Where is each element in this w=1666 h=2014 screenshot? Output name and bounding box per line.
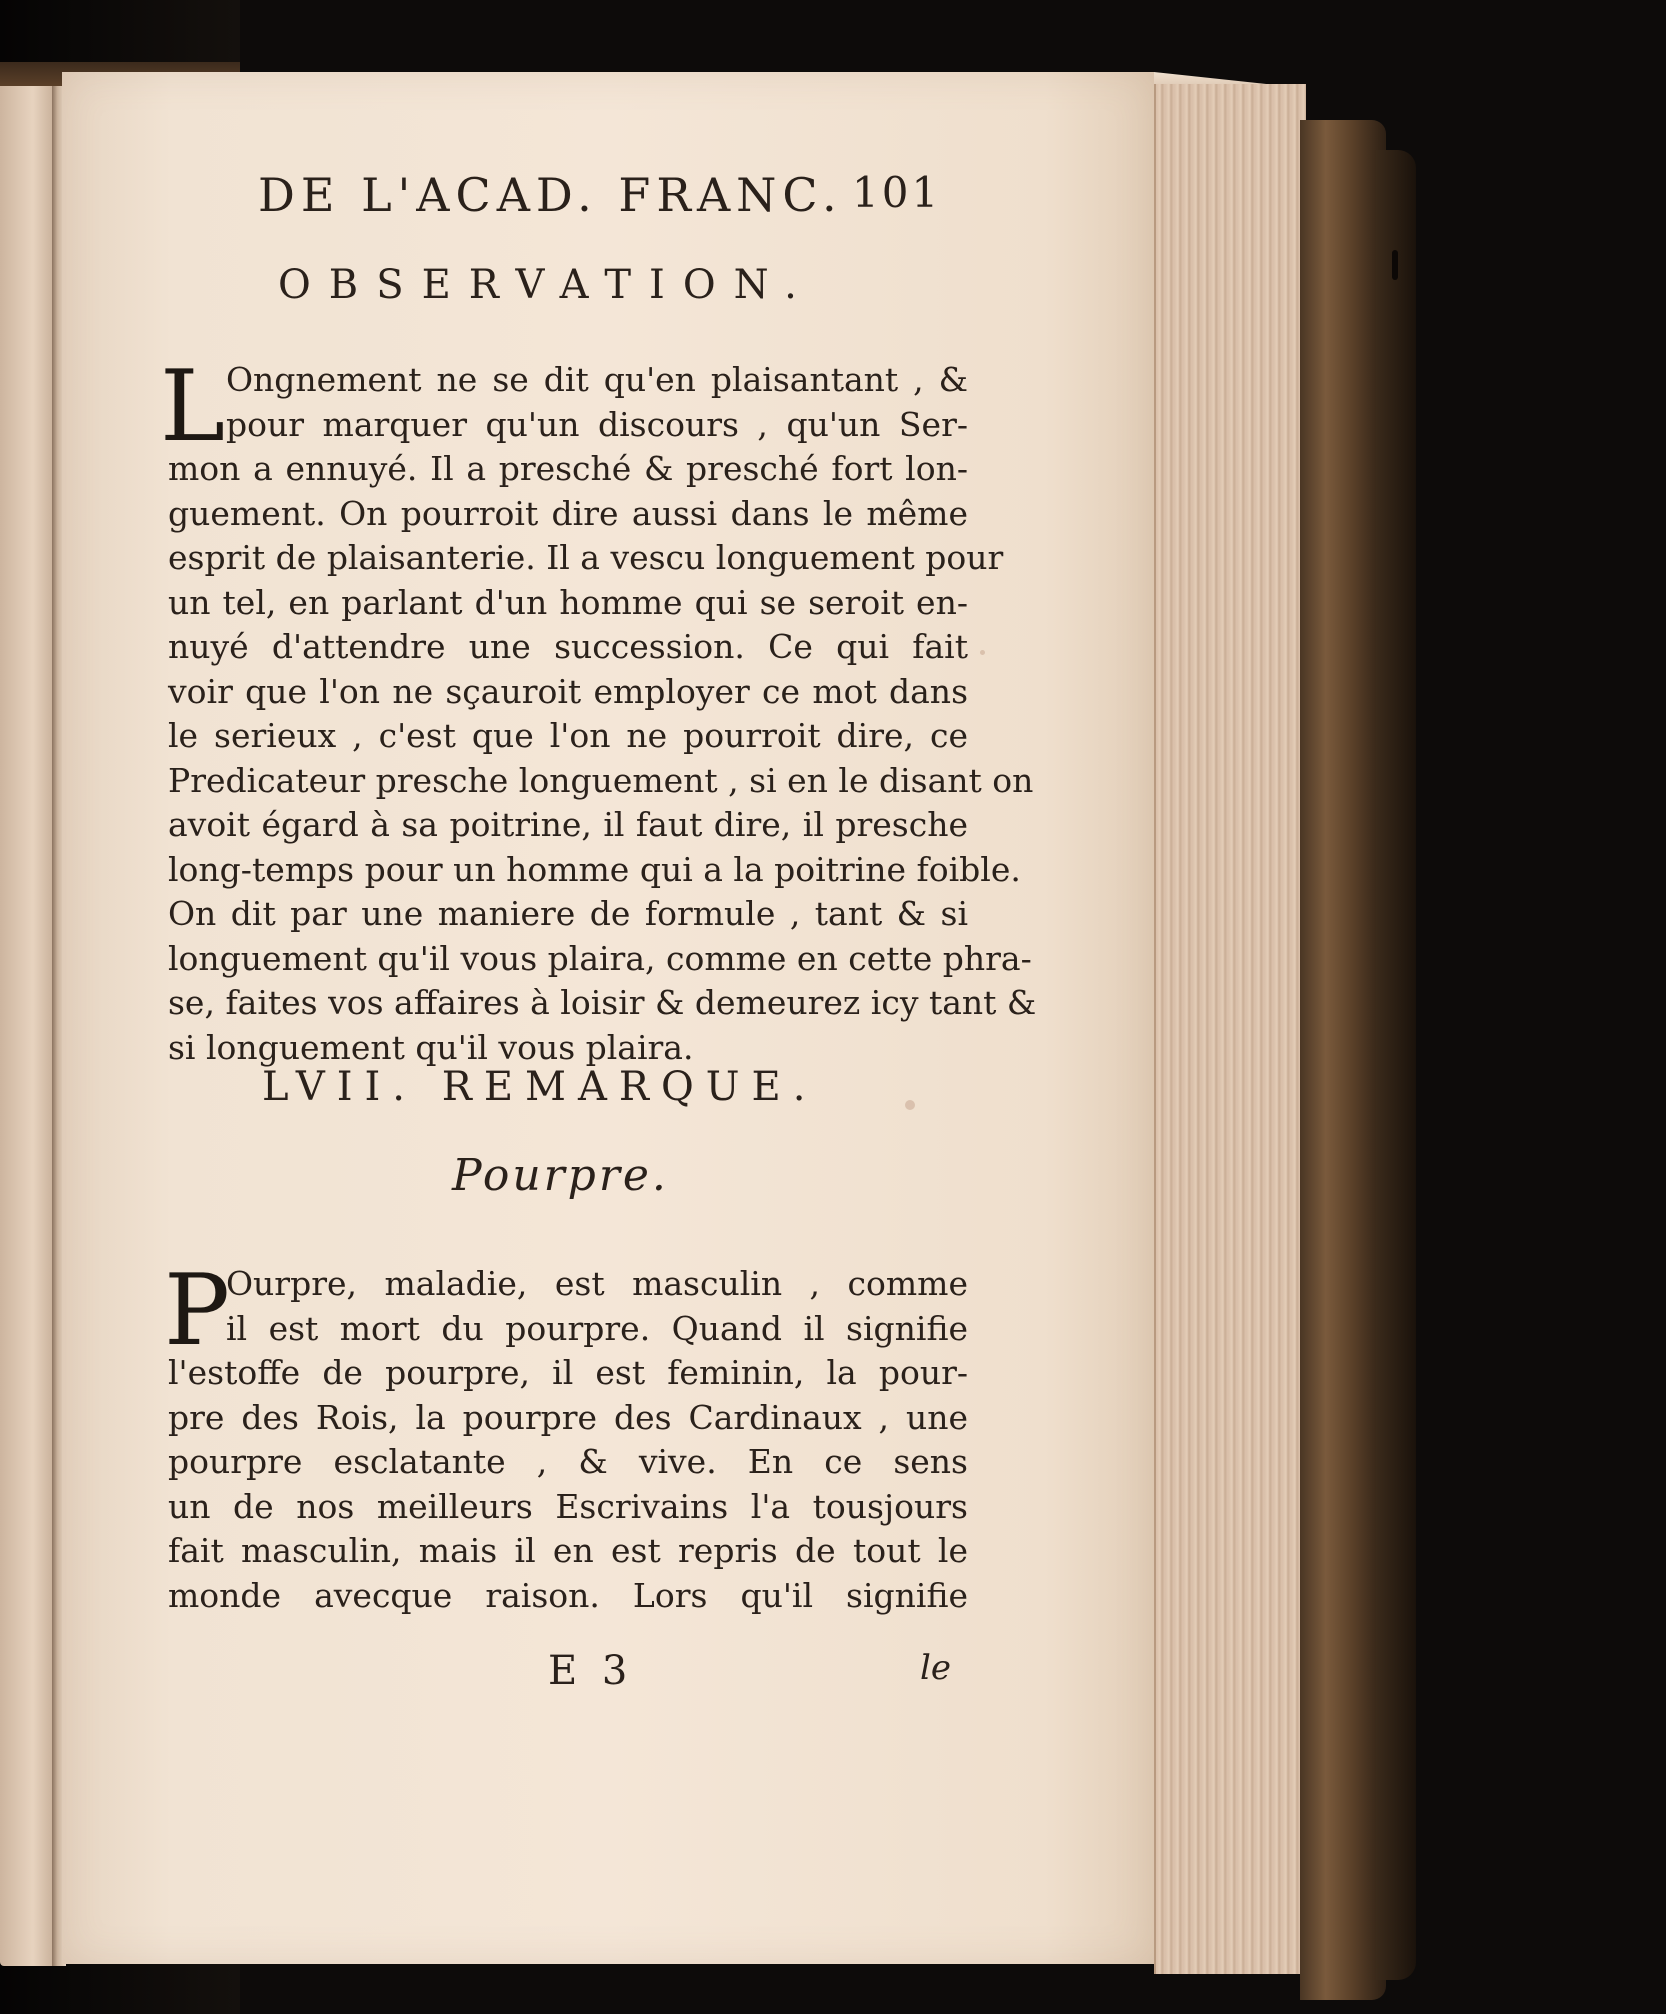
text-line: un de nos meilleurs Escrivains l'a tousjours xyxy=(168,1486,968,1526)
text-line: le serieux , c'est que l'on ne pourroit dire, ce xyxy=(168,716,968,755)
text-line: Predicateur presche longuement , si en le disant on xyxy=(168,760,1034,800)
running-head: DE L'ACAD. FRANC. xyxy=(258,168,843,222)
text-line: monde avecque raison. Lors qu'il signifie xyxy=(168,1575,968,1615)
observation-drop-cap: L xyxy=(160,350,226,464)
text-line: mon a ennuyé. Il a presché & presché fort lon- xyxy=(168,449,968,488)
text-line: nuyé d'attendre une succession. Ce qui fait xyxy=(168,627,968,666)
text-line: voir que l'on ne sçauroit employer ce mot dans xyxy=(168,671,968,711)
text-line: Ongnement ne se dit qu'en plaisantant , & xyxy=(226,360,968,399)
text-line: si longuement qu'il vous plaira. xyxy=(168,1027,694,1067)
text-line: On dit par une maniere de formule , tant & si xyxy=(168,894,968,933)
remarque-drop-cap: P xyxy=(164,1254,230,1368)
text-line: il est mort du pourpre. Quand il signifie xyxy=(226,1308,968,1348)
spine-mark xyxy=(1392,250,1398,280)
left-facing-page xyxy=(0,86,60,1966)
text-line: pour marquer qu'un discours , qu'un Ser- xyxy=(226,404,968,444)
book-spine xyxy=(1300,120,1386,2000)
remarque-text xyxy=(168,1262,968,1618)
observation-heading: OBSERVATION. xyxy=(278,262,815,308)
catchword: le xyxy=(920,1648,951,1688)
text-line: esprit de plaisanterie. Il a vescu longuement pour xyxy=(168,538,1004,577)
text-line: se, faites vos affaires à loisir & demeurez icy tant & xyxy=(168,983,1037,1022)
remarque-subheading: Pourpre. xyxy=(452,1150,669,1201)
text-line: un tel, en parlant d'un homme qui se seroit en- xyxy=(168,582,968,622)
page-number: 101 xyxy=(852,168,942,217)
text-line: longuement qu'il vous plaira, comme en cette phra- xyxy=(168,938,1032,978)
text-line: fait masculin, mais il en est repris de tout le xyxy=(168,1531,968,1570)
text-line: avoit égard à sa poitrine, il faut dire, il presche xyxy=(168,805,968,844)
text-line: Ourpre, maladie, est masculin , comme xyxy=(226,1264,968,1303)
text-line: l'estoffe de pourpre, il est feminin, la pour- xyxy=(168,1353,968,1392)
text-line: long-temps pour un homme qui a la poitrine foible. xyxy=(168,849,1021,889)
text-line: guement. On pourroit dire aussi dans le même xyxy=(168,493,968,533)
signature-mark: E 3 xyxy=(548,1648,634,1694)
remarque-heading: LVII. REMARQUE. xyxy=(262,1064,818,1110)
book-spine-edge xyxy=(1376,150,1416,1980)
page-edges xyxy=(1154,84,1306,1974)
text-line: pre des Rois, la pourpre des Cardinaux , une xyxy=(168,1397,968,1437)
page-stain xyxy=(980,650,985,655)
text-line: pourpre esclatante , & vive. En ce sens xyxy=(168,1442,968,1481)
page-stain xyxy=(905,1100,915,1110)
observation-text xyxy=(168,358,1037,1070)
